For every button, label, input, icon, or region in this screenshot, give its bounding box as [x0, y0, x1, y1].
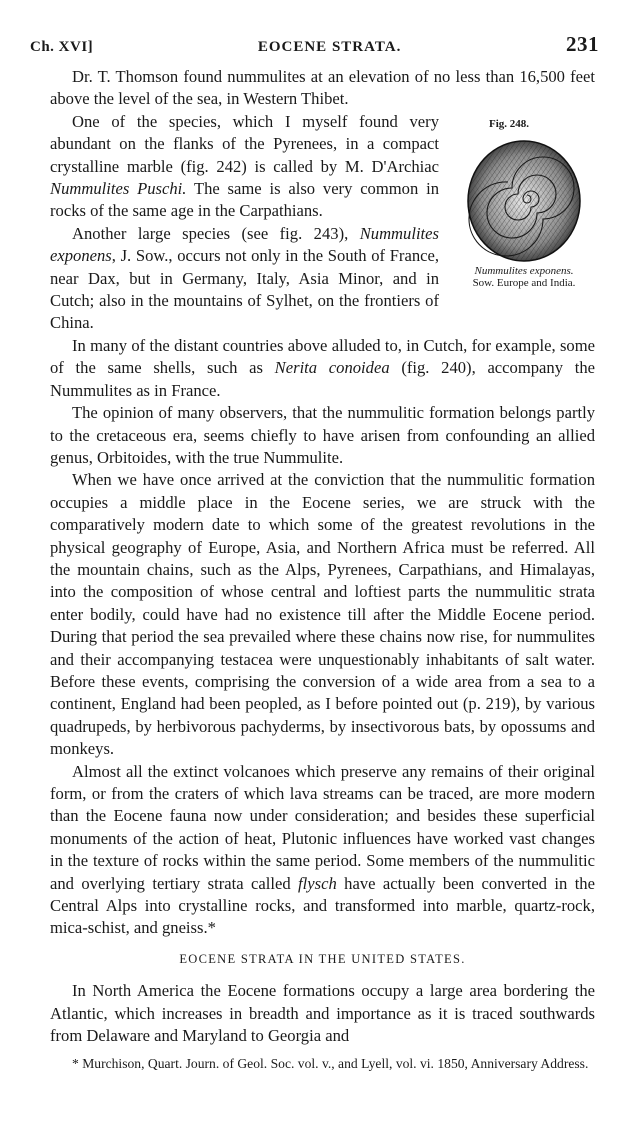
- running-head: [30, 32, 599, 60]
- figure-caption: [449, 265, 599, 289]
- paragraph: The opinion of many observers, that the nummulitic formation belongs partly to the cretaceous era, seems chiefly to have arisen from confounding an allied genus, Orbitoides, with the true Nummulite.: [50, 403, 595, 467]
- paragraph: Dr. T. Thomson found nummulites at an elevation of no less than 16,500 feet above the level of the sea, in Western Thibet.: [50, 67, 595, 109]
- footnote: * Murchison, Quart. Journ. of Geol. Soc. vol. v., and Lyell, vol. vi. 1850, Anniversary Address.: [72, 1056, 589, 1072]
- paragraph: In North America the Eocene formations occupy a large area bordering the Atlantic, which increases in breadth and importance as it is traced southwards from Delaware and Maryland to Georgia and: [50, 981, 595, 1046]
- paragraph: When we have once arrived at the conviction that the nummulitic formation occupies a middle place in the Eocene series, we are struck with the comparatively modern date to which some of the greatest revolutions in the physical geography of Europe, Asia, and Northern Africa must be referred. All the mountain chains, such as the Alps, Pyrenees, Carpathians, and Himalayas, into the composition of whose central and loftiest parts the nummulitic strata enter bodily, could have had no existence till after the Middle Eocene period. During that period the sea prevailed where these chains now rise, for nummulites and their accompanying testacea were unquestionably inhabitants of salt water. Before these events, comprising the conversion of a wide area from a sea to a continent, England had been peopled, as I before pointed out (p. 219), by various quadrupeds, by herbivorous pachyderms, by insectivorous bats, by opossums and monkeys.: [50, 470, 595, 759]
- page-number: 231: [565, 32, 599, 56]
- caption-author: Sow. Europe and India.: [472, 277, 576, 290]
- paragraph: One of the species, which I myself found very abundant on the flanks of the Pyrenees, in a compact crystalline marble (fig. 242) is called by M. D'Archiac Nummulites Puschi. The same is also very common in rocks of the same age in the Carpathians.: [50, 111, 439, 221]
- paragraph: In many of the distant countries above alluded to, in Cutch, for example, some of the same shells, such as Nerita conoidea (fig. 240), accompany the Nummulites as in France.: [50, 335, 595, 400]
- section-heading: EOCENE STRATA IN THE UNITED STATES.: [179, 951, 466, 966]
- paragraph: Almost all the extinct volcanoes which preserve any remains of their original form, or from the craters of which lava streams can be traced, are more modern than the Eocene fauna now under consideration; and besides these superficial monuments of the action of heat, Plutonic influences have worked vast changes in the texture of rocks within the same period. Some members of the nummulitic and overlying tertiary strata called flysch have actually been converted in the Central Alps into crystalline rocks, and transformed into marble, quartz-rock, mica-schist, and gneiss.*: [50, 761, 595, 938]
- chapter-label: Ch. XVI]: [30, 39, 94, 55]
- running-title: EOCENE STRATA.: [257, 39, 402, 55]
- nummulite-fossil-illustration: [465, 137, 583, 265]
- figure-label: Fig. 248.: [489, 117, 530, 130]
- body-text: [50, 66, 595, 1073]
- caption-species: Nummulites exponens.: [474, 265, 574, 278]
- paragraph: Another large species (see fig. 243), Nummulites exponens, J. Sow., occurs not only in the South of France, near Dax, but in Germany, Italy, Asia Minor, and in Cutch; also in the mountains of Sylhet, on the frontiers of China.: [50, 223, 439, 333]
- figure-248: [449, 113, 599, 289]
